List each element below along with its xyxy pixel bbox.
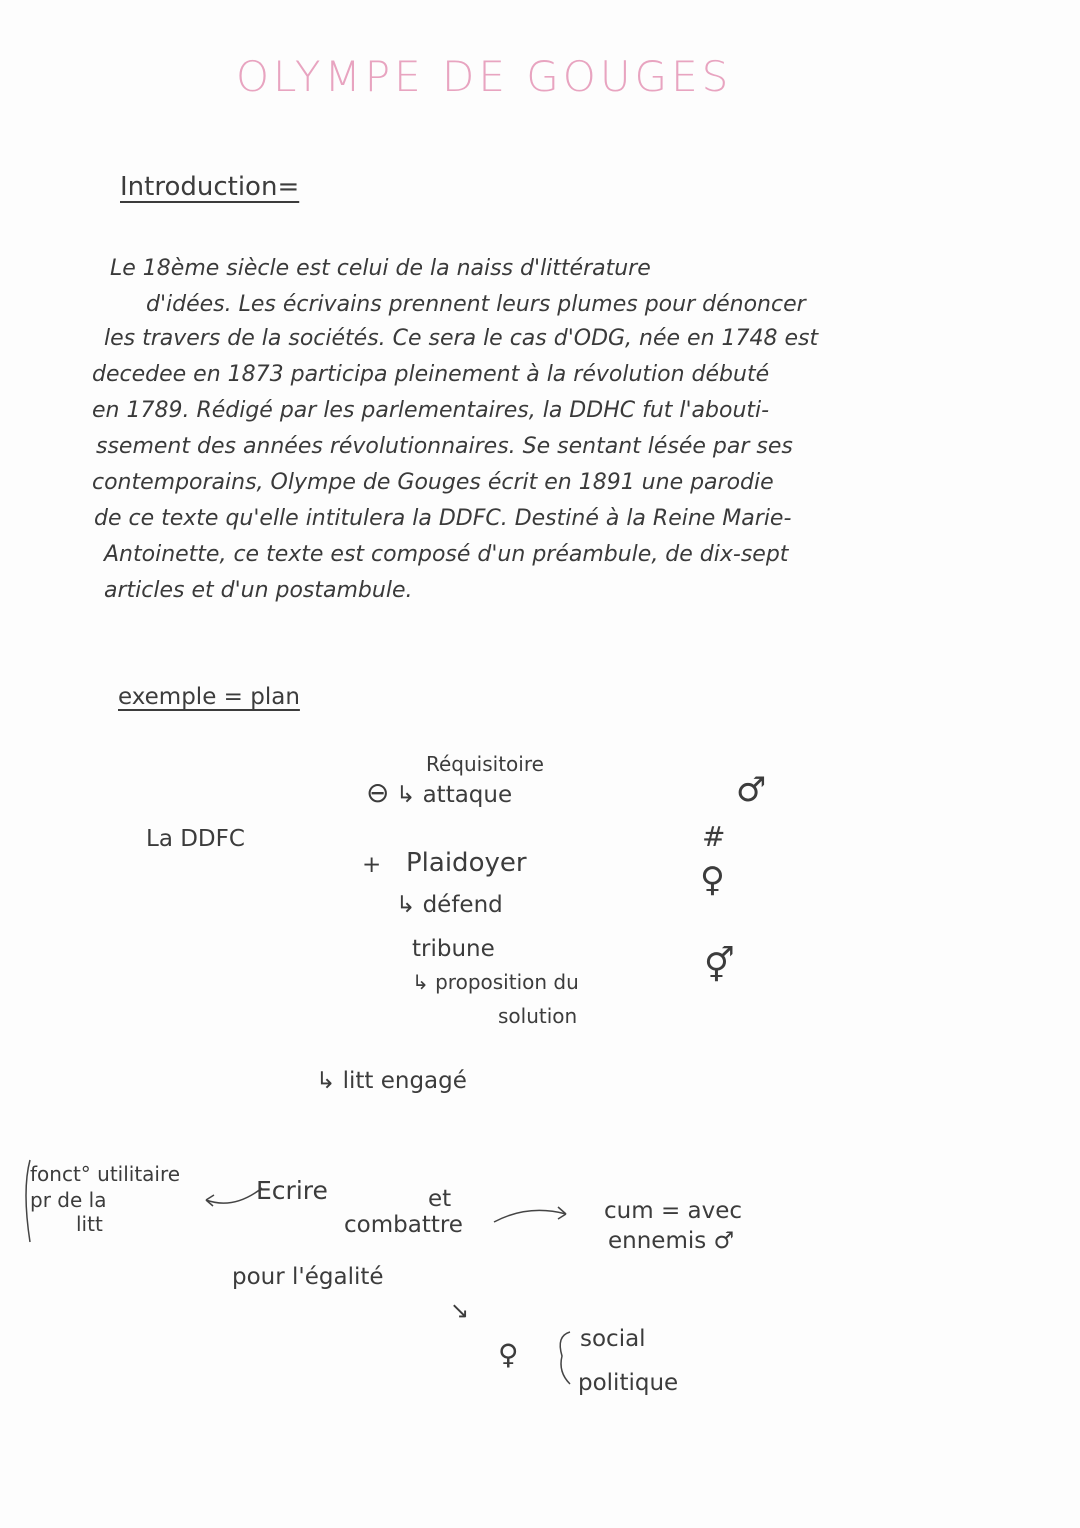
et-label: et <box>428 1186 452 1212</box>
minus-icon: ⊖ <box>366 776 390 809</box>
social-bracket <box>560 1332 570 1384</box>
female-icon: ♀ <box>498 1338 519 1371</box>
fonct-line-2: pr de la <box>30 1188 107 1212</box>
left-curve-arrow-head <box>206 1195 214 1206</box>
intro-line: decedee en 1873 participa pleinement à la révolution débuté <box>92 362 770 387</box>
plan-heading: exemple = plan <box>118 684 300 710</box>
female-icon: ♀ <box>700 860 725 900</box>
not-equal-icon: # <box>702 820 726 853</box>
pour-egalite-label: pour l'égalité <box>232 1264 384 1290</box>
intro-line: les travers de la sociétés. Ce sera le cas d'ODG, née en 1748 est <box>104 326 819 351</box>
arrow-down-icon: ↘ <box>450 1298 470 1324</box>
intro-line: Le 18ème siècle est celui de la naiss d'littérature <box>110 256 651 281</box>
defend-label: ↳ défend <box>396 892 503 918</box>
intro-heading: Introduction= <box>120 172 300 202</box>
ddfc-label: La DDFC <box>146 826 245 852</box>
right-arrow <box>494 1210 566 1222</box>
solution-label: solution <box>498 1004 578 1028</box>
intro-line: de ce texte qu'elle intitulera la DDFC. Destiné à la Reine Marie- <box>94 506 792 531</box>
requisitoire-label: Réquisitoire <box>426 752 544 776</box>
gender-combined-icon: ⚥ <box>704 946 735 986</box>
plaidoyer-label: Plaidoyer <box>406 848 527 878</box>
ecrire-label: Ecrire <box>256 1176 328 1205</box>
tribune-label: tribune <box>412 936 495 962</box>
intro-line: d'idées. Les écrivains prennent leurs plumes pour dénoncer <box>146 292 806 317</box>
combattre-label: combattre <box>344 1212 463 1238</box>
attaque-label: ↳ attaque <box>396 782 513 808</box>
cum-label-2: ennemis ♂ <box>608 1228 735 1254</box>
litt-engage-label: ↳ litt engagé <box>316 1068 467 1094</box>
intro-line: contemporains, Olympe de Gouges écrit en 1891 une parodie <box>92 470 774 495</box>
right-arrow-head <box>558 1207 566 1219</box>
politique-label: politique <box>578 1370 679 1396</box>
fonct-line-1: fonct° utilitaire <box>30 1162 181 1186</box>
fonct-line-3: litt <box>76 1212 103 1236</box>
cum-label-1: cum = avec <box>604 1198 743 1224</box>
plus-icon: + <box>362 852 382 878</box>
intro-line: ssement des années révolutionnaires. Se sentant lésée par ses <box>96 434 793 459</box>
page-title: OLYMPE DE GOUGES <box>236 52 733 101</box>
male-icon: ♂ <box>736 770 767 810</box>
intro-line: Antoinette, ce texte est composé d'un préambule, de dix-sept <box>104 542 789 567</box>
intro-line: articles et d'un postambule. <box>104 578 413 603</box>
left-curve-arrow <box>206 1188 262 1203</box>
intro-line: en 1789. Rédigé par les parlementaires, la DDHC fut l'abouti- <box>92 398 770 423</box>
social-label: social <box>580 1326 646 1352</box>
proposition-label: ↳ proposition du <box>412 970 579 994</box>
